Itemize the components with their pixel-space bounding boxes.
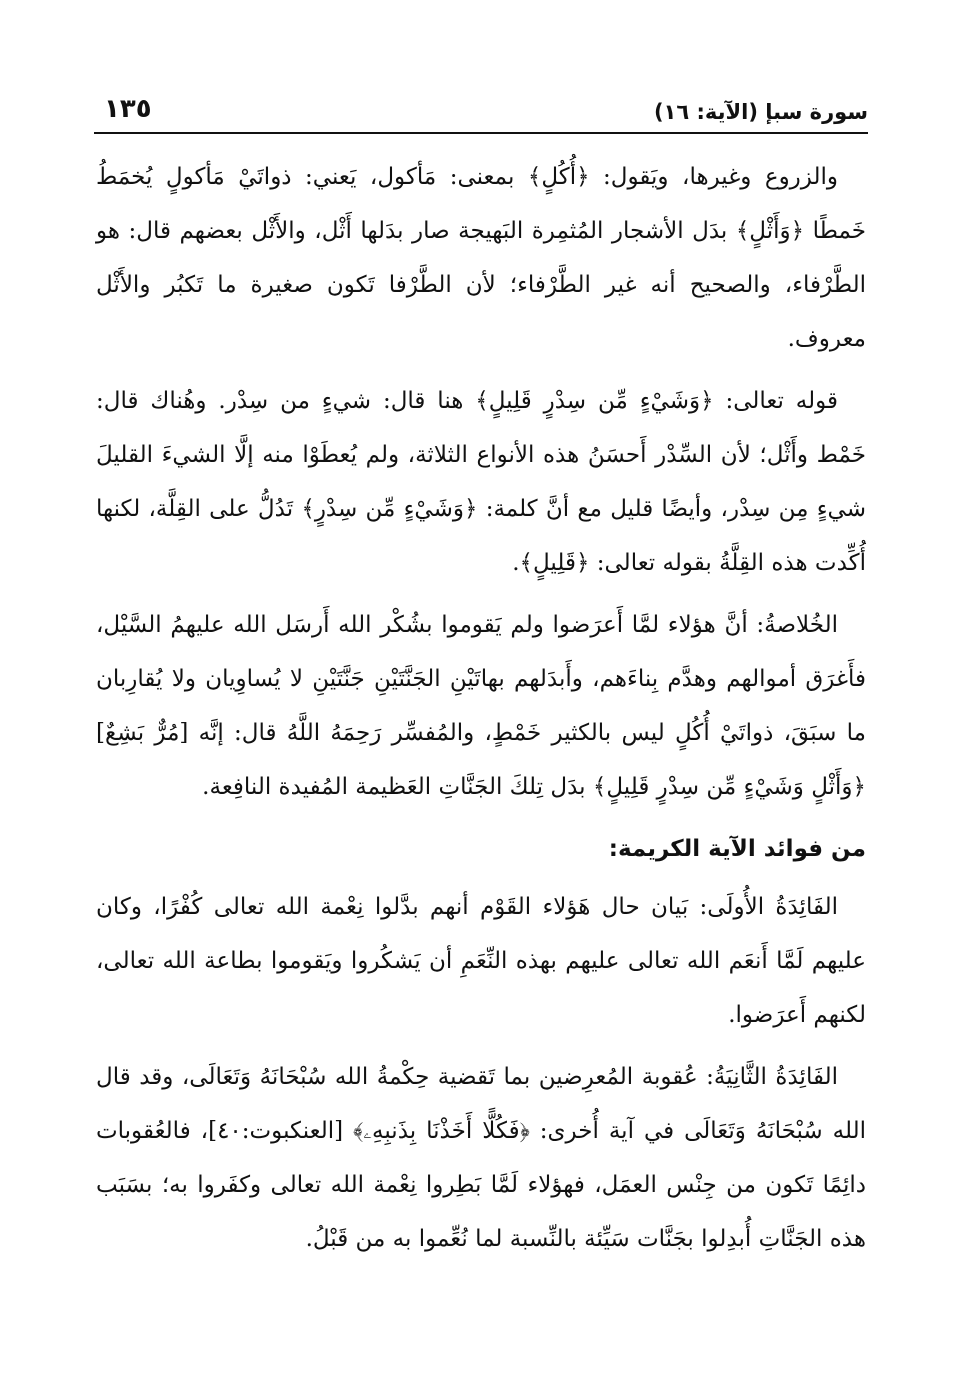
paragraph: قوله تعالى: ﴿وَشَيْءٍ مِّن سِدْرٍ قَلِيلٍ﴾ هنا قال: شيءٍ من سِدْر. وهُناك قال: خَمْط وأَثْل؛ لأن السِّدْر أَحسَنُ هذه الأنواع الثلاثة، ولم يُعطَوْا منه إلَّا الشيءَ القليلَ شيءٍ مِن سِدْر، وأيضًا قليل مع أنَّ كلمة: ﴿وَشَيْءٍ مِّن سِدْرٍ﴾ تَدُلُّ على القِلَّة، لكنها أُكِّدت هذه القِلَّةُ بقوله تعالى: ﴿قَلِيلٍ﴾. bbox=[96, 388, 866, 576]
page-header bbox=[94, 92, 868, 134]
page-body bbox=[96, 150, 866, 1274]
benefit-paragraph: الفَائِدَةُ الأُولَى: بَيان حال هَؤلاء القَوْم أنهم بدَّلوا نِعْمة الله تعالى كُفْرًا، وكان عليهم لَمَّا أَنعَم الله تعالى عليهم بهذه النِّعَمِ أن يَشكُروا ويَقوموا بطاعة الله تعالى، لكنهم أَعرَضوا. bbox=[96, 894, 866, 1028]
page-number: ١٣٥ bbox=[104, 94, 152, 124]
benefit-paragraph: الفَائِدَةُ الثَّانِيَةُ: عُقوبة المُعرِضين بما تَقضية حِكْمةُ الله سُبْحَانَهُ وَتَعَالَى، وقد قال الله سُبْحَانَهُ وَتَعَالَى في آية أُخرى: ﴿فَكُلًّا أَخَذْنَا بِذَنبِهِۦ﴾ [العنكبوت:٤٠]، فالعُقوبات دائِمًا تَكون من جِنْس العمَل، فهؤلاء لَمَّا بَطِروا نِعْمة الله تعالى وكفَروا به؛ بسَبَب هذه الجَنَّاتِ أُبدِلوا بجَنَّات سَيِّئة بالنِّسبة لما نُعِّموا به من قَبْلُ. bbox=[96, 1064, 866, 1252]
section-heading: من فوائد الآية الكريمة: bbox=[608, 836, 866, 862]
paragraph: الخُلاصةُ: أنَّ هؤلاء لمَّا أَعرَضوا ولم يَقوموا بشُكْر الله أَرسَل الله عليهمُ السَّيْل، فأَغرَق أموالهم وهدَّم بِناءَهم، وأَبدَلهم بهاتَيْنِ الجَنَّتَيْنِ جَنَّتَيْنِ لا يُساوِيان ولا يُقارِبان ما سبَقَ، ذواتَيْ أُكُلٍ ليس بالكثير خَمْطٍ، والمُفسِّر رَحِمَهُ اللَّهُ قال: إنَّه [مُرٌّ بَشِعٌ] ﴿وَأَثْلٍ وَشَيْءٍ مِّن سِدْرٍ قَلِيلٍ﴾ بدَل تِلكَ الجَنَّاتِ العَظيمة المُفيدة النافِعة. bbox=[96, 612, 866, 800]
running-title: سورة سبإ (الآية: ١٦) bbox=[653, 100, 868, 124]
paragraph: والزروع وغيرها، ويَقول: ﴿أُكُلٍ﴾ بمعنى: مَأكول، يَعني: ذواتَيْ مَأكولٍ يُخمَطُ خَمطًا ﴿وَأَثْلٍ﴾ بدَل الأشجار المُثمِرة البَهيجة صار بدَلها أَثْل، والأَثْل بعضهم قال: هو الطَّرْفاء، والصحيح أنه غير الطَّرْفاء؛ لأن الطَّرْفا تَكون صغيرة ما تَكبُر والأَثْل معروف. bbox=[96, 164, 866, 352]
